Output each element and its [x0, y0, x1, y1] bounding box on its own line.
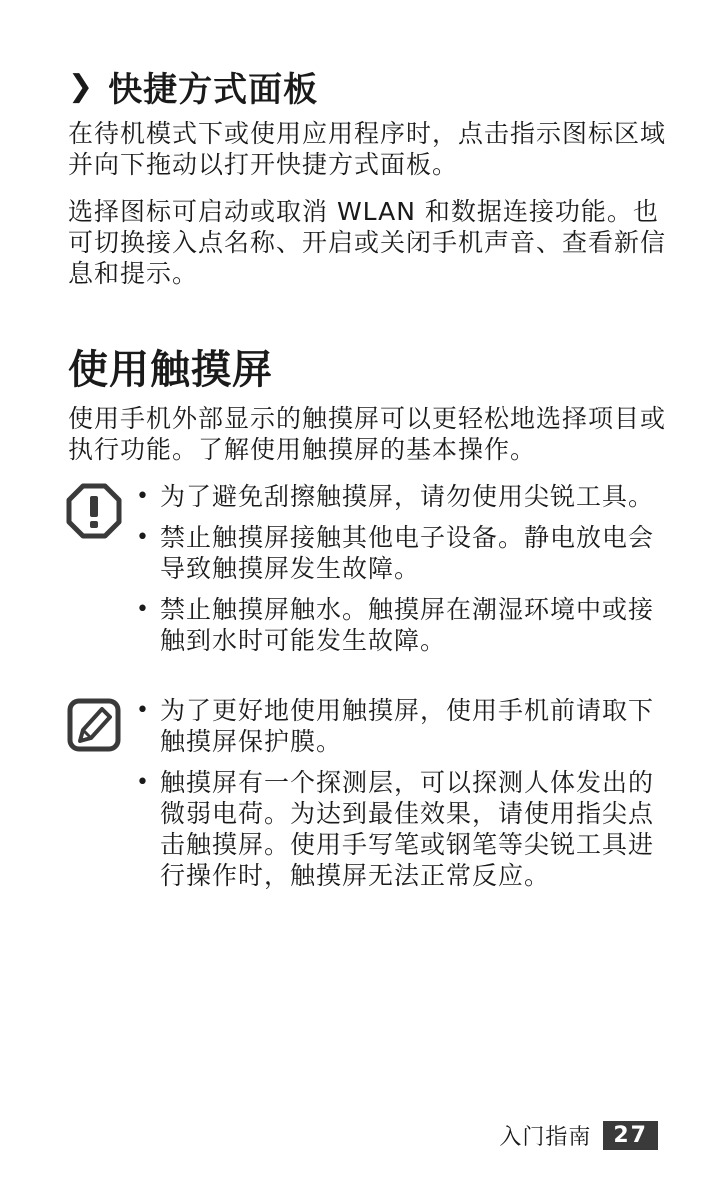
caution-item: • 禁止触摸屏触水。触摸屏在潮湿环境中或接触到水时可能发生故障。 [136, 595, 655, 655]
bullet: • [136, 484, 150, 509]
caution-icon [66, 483, 122, 539]
note-item: • 触摸屏有一个探测层，可以探测人体发出的微弱电荷。为达到最佳效果，请使用指尖点击触摸屏。使用手写笔或钢笔等尖锐工具进行操作时，触摸屏无法正常反应。 [136, 768, 655, 890]
caution-item: • 禁止触摸屏接触其他电子设备。静电放电会导致触摸屏发生故障。 [136, 523, 655, 583]
footer-section-label: 入门指南 [499, 1125, 592, 1150]
bullet: • [136, 698, 150, 723]
page-number: 27 [603, 1121, 658, 1150]
subheading-text: 快捷方式面板 [108, 70, 319, 110]
chevron-right-icon: ❯ [68, 68, 95, 104]
subheading-shortcut-panel [68, 62, 318, 111]
note-item: • 为了更好地使用触摸屏，使用手机前请取下触摸屏保护膜。 [136, 696, 655, 756]
paragraph-touchscreen-intro: 使用手机外部显示的触摸屏可以更轻松地选择项目或执行功能。了解使用触摸屏的基本操作。 [68, 404, 667, 464]
caution-item: • 为了避免刮擦触摸屏，请勿使用尖锐工具。 [136, 482, 655, 511]
note-list [134, 695, 654, 901]
caution-list [134, 481, 654, 666]
heading-touchscreen: 使用触摸屏 [68, 347, 273, 393]
note-icon [66, 697, 122, 753]
paragraph-shortcut-open: 在待机模式下或使用应用程序时，点击指示图标区域并向下拖动以打开快捷方式面板。 [68, 119, 667, 179]
paragraph-shortcut-icons: 选择图标可启动或取消 WLAN 和数据连接功能。也可切换接入点名称、开启或关闭手机声音、查看新信息和提示。 [68, 197, 667, 288]
bullet: • [136, 770, 150, 795]
page-footer [499, 1120, 658, 1151]
bullet: • [136, 525, 150, 550]
bullet: • [136, 597, 150, 622]
